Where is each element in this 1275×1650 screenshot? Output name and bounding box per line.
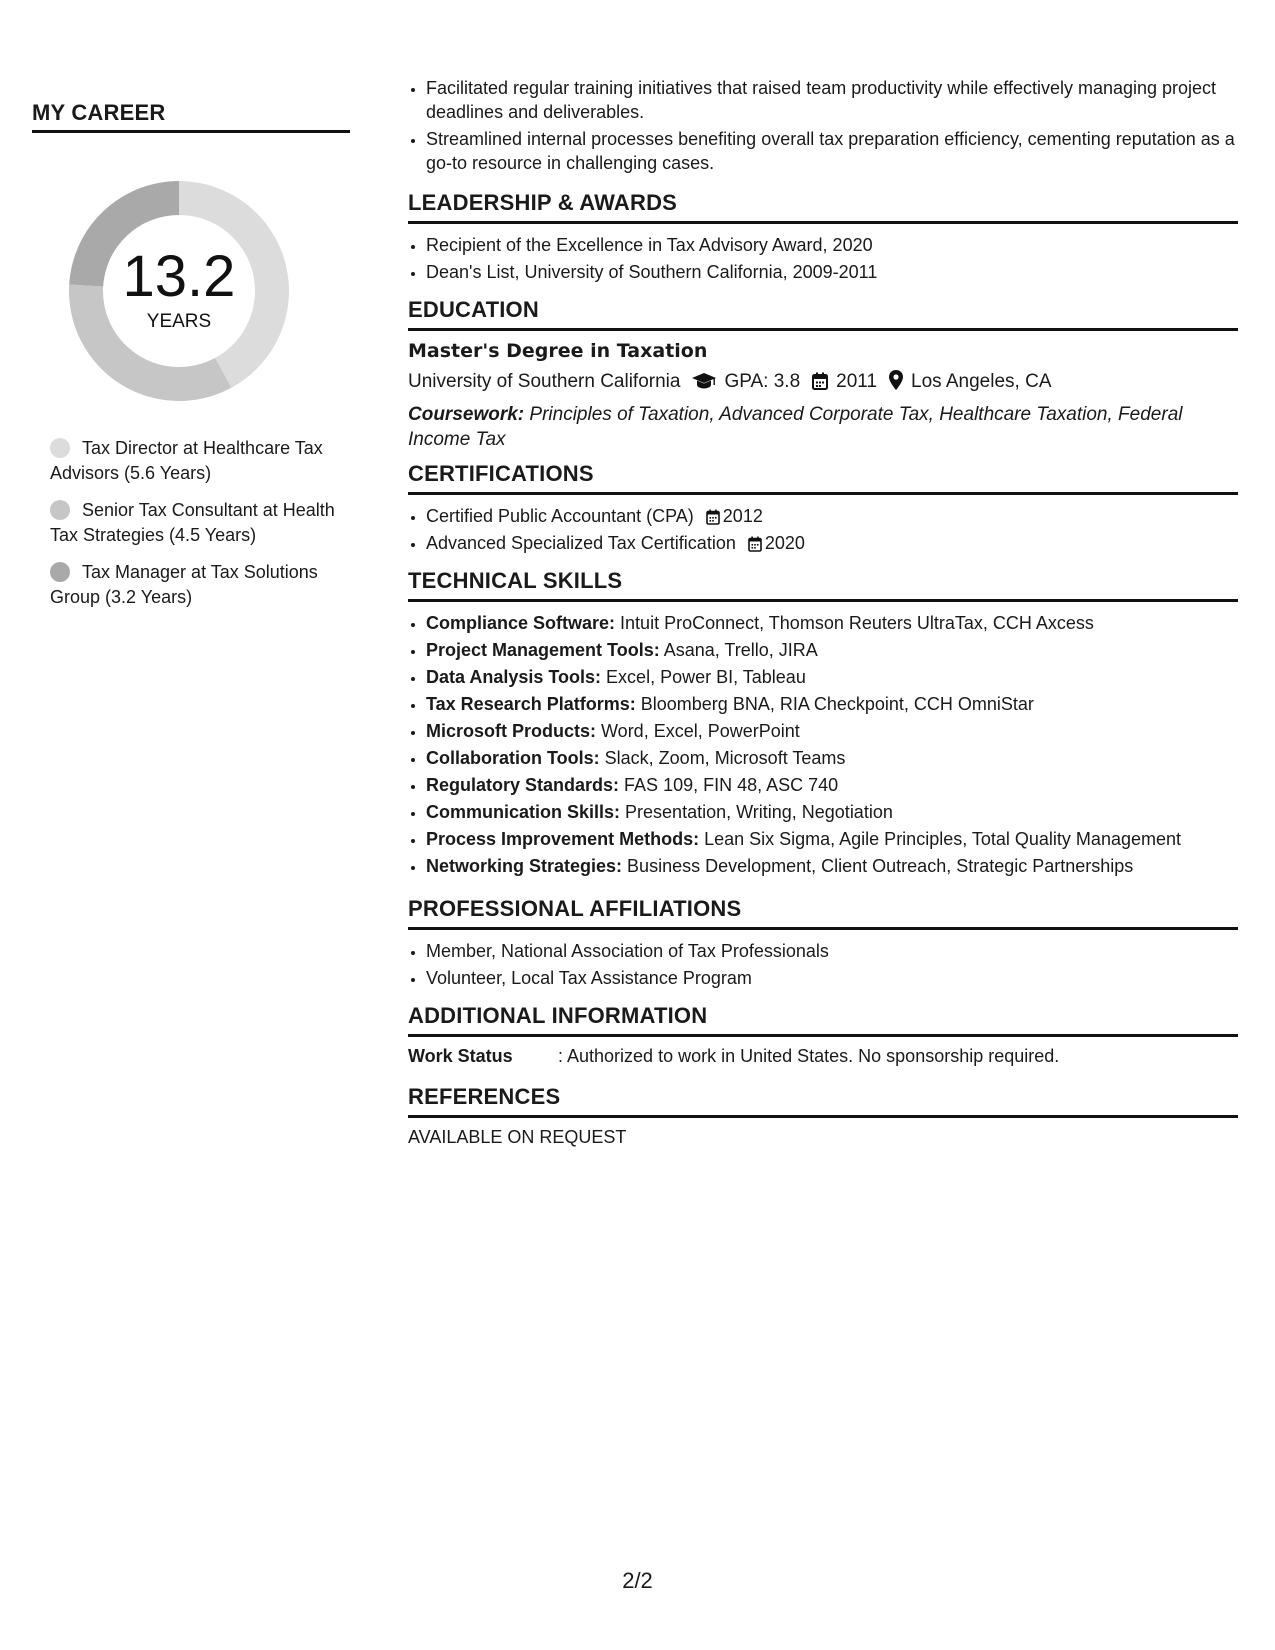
certification-year: 2012 (722, 506, 763, 526)
skill-item (426, 800, 1238, 824)
skill-label: Process Improvement Methods: (426, 829, 700, 849)
graduation-year: 2011 (836, 371, 878, 392)
career-total-years: 13.2 (122, 244, 236, 309)
skill-label: Tax Research Platforms: (426, 694, 636, 714)
education-location: Los Angeles, CA (911, 371, 1052, 392)
legend-label: Tax Director at Healthcare Tax Advisors (5.6 Years) (50, 438, 323, 483)
affiliation-item: • Member, National Association of Tax Professionals (426, 939, 1238, 963)
skill-value: Intuit ProConnect, Thomson Reuters UltraTax, CCH Axcess (615, 613, 1094, 633)
skill-value: Bloomberg BNA, RIA Checkpoint, CCH OmniStar (635, 694, 1034, 714)
skills-section (408, 568, 1238, 881)
coursework-list: Principles of Taxation, Advanced Corporate Tax, Healthcare Taxation, Federal Income Tax (408, 404, 1183, 450)
affiliations-section (408, 896, 1238, 993)
certifications-section (408, 461, 1238, 558)
legend-dot-icon (50, 562, 70, 582)
skill-value: Word, Excel, PowerPoint (596, 721, 800, 741)
section-heading: LEADERSHIP & AWARDS (408, 190, 1238, 224)
legend-label: Senior Tax Consultant at Health Tax Strategies (4.5 Years) (50, 500, 335, 545)
career-heading: MY CAREER (32, 100, 350, 133)
skill-value: Slack, Zoom, Microsoft Teams (599, 748, 846, 768)
skill-item (426, 773, 1238, 797)
certification-item (426, 504, 1238, 528)
award-item: • Recipient of the Excellence in Tax Advisory Award, 2020 (426, 233, 1238, 257)
skill-item (426, 854, 1238, 878)
school-name: University of Southern California (408, 371, 681, 392)
section-heading: EDUCATION (408, 297, 1238, 331)
skill-item (426, 719, 1238, 743)
calendar-icon (706, 509, 720, 525)
skill-item (426, 827, 1238, 851)
education-details (408, 368, 1238, 396)
skill-value: FAS 109, FIN 48, ASC 740 (619, 775, 839, 795)
references-text: AVAILABLE ON REQUEST (408, 1127, 627, 1147)
location-pin-icon (889, 370, 903, 390)
legend-item (50, 498, 350, 548)
references-section (408, 1084, 1238, 1148)
skill-label: Regulatory Standards: (426, 775, 620, 795)
calendar-icon (748, 536, 762, 552)
certification-name: Advanced Specialized Tax Certification (426, 533, 736, 553)
skill-label: Compliance Software: (426, 613, 616, 633)
skill-item (426, 665, 1238, 689)
gpa: GPA: 3.8 (724, 371, 801, 392)
leadership-section (408, 190, 1238, 287)
section-heading: CERTIFICATIONS (408, 461, 1238, 495)
donut-center (66, 178, 292, 404)
experience-continued (408, 76, 1238, 178)
career-years-unit: YEARS (146, 311, 212, 332)
certification-name: Certified Public Accountant (CPA) (426, 506, 694, 526)
calendar-icon (812, 372, 828, 390)
certification-year: 2020 (764, 533, 805, 553)
section-heading: REFERENCES (408, 1084, 1238, 1118)
experience-bullet: • Facilitated regular training initiatives that raised team productivity while effectively managing project deadlines and deliverables. (426, 76, 1238, 124)
work-status-value: : Authorized to work in United States. No sponsorship required. (558, 1046, 1060, 1066)
skill-item (426, 746, 1238, 770)
career-legend (50, 436, 350, 622)
skill-label: Data Analysis Tools: (426, 667, 602, 687)
coursework (408, 402, 1238, 452)
skill-item (426, 638, 1238, 662)
skill-value: Excel, Power BI, Tableau (601, 667, 806, 687)
skill-value: Asana, Trello, JIRA (659, 640, 818, 660)
education-section (408, 297, 1238, 452)
page-number: 2/2 (622, 1568, 653, 1593)
work-status-row (408, 1046, 1238, 1067)
skill-label: Project Management Tools: (426, 640, 660, 660)
additional-info-section (408, 1003, 1238, 1067)
skill-item (426, 692, 1238, 716)
skill-label: Microsoft Products: (426, 721, 597, 741)
skill-label: Communication Skills: (426, 802, 621, 822)
section-heading: PROFESSIONAL AFFILIATIONS (408, 896, 1238, 930)
affiliation-item: • Volunteer, Local Tax Assistance Program (426, 966, 1238, 990)
skill-label: Networking Strategies: (426, 856, 623, 876)
coursework-label: Coursework: (408, 404, 525, 425)
skill-value: Business Development, Client Outreach, Strategic Partnerships (622, 856, 1134, 876)
section-heading: TECHNICAL SKILLS (408, 568, 1238, 602)
legend-item (50, 436, 350, 486)
award-item: • Dean's List, University of Southern California, 2009-2011 (426, 260, 1238, 284)
work-status-label: Work Status (408, 1046, 513, 1066)
experience-bullet: • Streamlined internal processes benefiting overall tax preparation efficiency, cementing reputation as a go-to resource in challenging cases. (426, 127, 1238, 175)
certification-item (426, 531, 1238, 555)
skill-item (426, 611, 1238, 635)
degree-title: Master's Degree in Taxation (408, 340, 708, 362)
skill-value: Presentation, Writing, Negotiation (620, 802, 893, 822)
legend-item (50, 560, 350, 610)
legend-label: Tax Manager at Tax Solutions Group (3.2 Years) (50, 562, 318, 607)
section-heading: ADDITIONAL INFORMATION (408, 1003, 1238, 1037)
graduation-cap-icon (692, 372, 716, 390)
skill-value: Lean Six Sigma, Agile Principles, Total Quality Management (699, 829, 1181, 849)
skill-label: Collaboration Tools: (426, 748, 600, 768)
legend-dot-icon (50, 438, 70, 458)
legend-dot-icon (50, 500, 70, 520)
